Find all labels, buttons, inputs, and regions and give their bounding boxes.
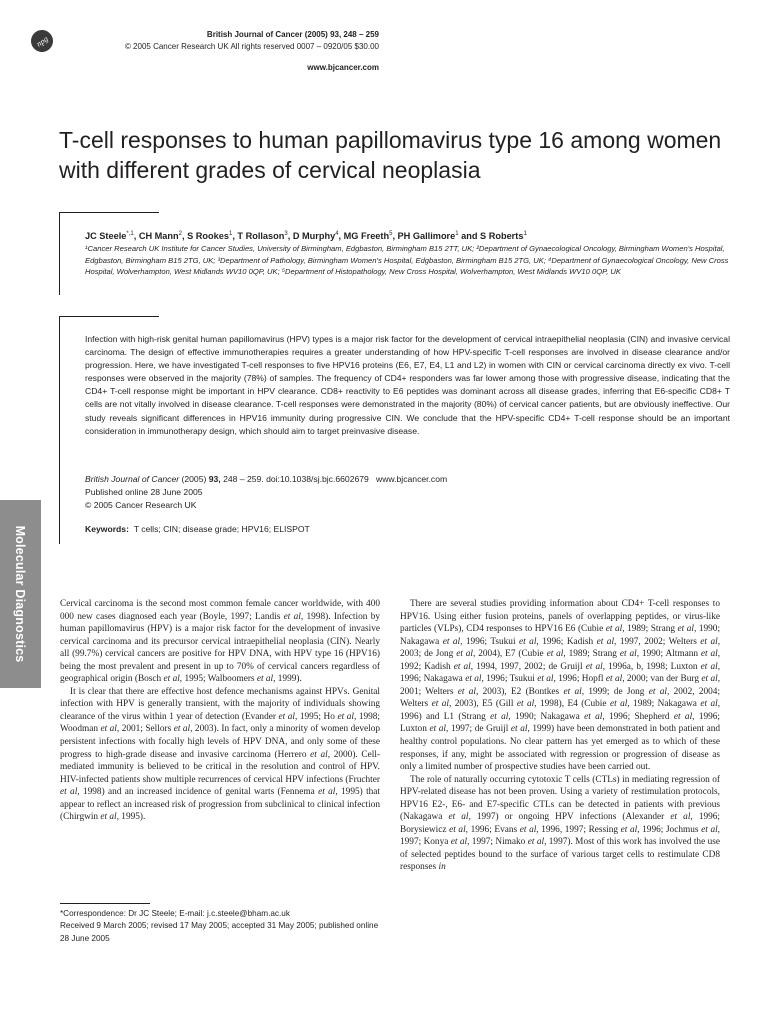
author-list: JC Steele$^{*,1}$, CH Mann$^2$, S Rookes$^1$, T Rollason$^3$, D Murphy$^4$, MG Freeth$^5$, PH Gallimore$^1$ and S Roberts$^1$ (85, 231, 527, 242)
affiliations: ¹Cancer Research UK Institute for Cancer Studies, University of Birmingham, Edgbaston, Birmingham B15 2TT, UK; ²Department of Gynaecological Oncology, Birmingham Women's Hospital, Edgbaston, Birmingham B15 2TG, UK; ³Department of Pathology, Birmingham Women's Hospital, Edgbaston, Birmingham B15 2TG, UK; ⁴Department of Gynaecological Oncology, New Cross Hospital, Wolverhampton, West Midlands WV10 0QP, UK; ⁵Department of Histopathology, New Cross Hospital, Wolverhampton, West Midlands WV10 0QP, UK (85, 244, 729, 277)
journal-url[interactable]: www.bjcancer.com (307, 63, 379, 72)
abstract-top-rule (59, 316, 159, 317)
abstract: Infection with high-risk genital human papillomavirus (HPV) types is a major risk factor for the development of cervical intraepithelial neoplasia (CIN) and invasive cervical carcinoma. The design of effective immunotherapies requires a greater understanding of how HPV-specific T-cell responses are involved in disease clearance and/or progression. Here, we have investigated T-cell responses to five HPV16 proteins (E6, E7, E4, L1 and L2) in women with CIN or cervical carcinoma directly ex vivo. T-cell responses were observed in the majority (78%) of samples. The frequency of CD4+ responders was far lower among those with progressive disease, indicating that the CD4+ T-cell response might be important in HPV clearance. CD8+ reactivity to E6 peptides was dominant across all disease grades, inferring that E6-specific CD8+ T cells are not vitally involved in disease clearance. T-cell responses were demonstrated in the majority (80%) of cervical cancer patients, but are obviously ineffective. Our study reveals significant differences in HPV16 immunity during progressive CIN. We conclude that the HPV-specific CD4+ T-cell response should be an important consideration in immunotherapy design, which should aim to target preinvasive disease. (85, 334, 730, 436)
article-title: T-cell responses to human papillomavirus type 16 among women with different grades of cervical neoplasia (59, 127, 722, 183)
body-column-left (60, 598, 380, 824)
published-date: Published online 28 June 2005 (85, 487, 203, 497)
abstract-rule (59, 316, 60, 544)
citation-url[interactable]: www.bjcancer.com (376, 474, 448, 484)
footnote (60, 908, 380, 945)
keywords: Keywords: T cells; CIN; disease grade; HPV16; ELISPOT (85, 524, 310, 534)
author-block-top-rule (59, 212, 159, 213)
body-paragraph: There are several studies providing information about CD4+ T-cell responses to HPV16. Using either fusion proteins, panels of overlapping peptides, or virus-like particles (VLPs), CD4 responses to HPV16 E6 (Cubie et al, 1989; Strang et al, 1990; Nakagawa et al, 1996; Tsukui et al, 1996; Kadish et al, 1997, 2002; Welters et al, 2003; de Jong et al, 2004), E7 (Cubie et al, 1989; Strang et al, 1990; Altmann et al, 1992; Kadish et al, 1994, 1997, 2002; de Gruijl et al, 1996a, b, 1998; Luxton et al, 1996; Nakagawa et al, 1996; Tsukui et al, 1996; Hopfl et al, 2000; van der Burg et al, 2001; Welters et al, 2003), E2 (Bontkes et al, 1999; de Jong et al, 2002, 2004; Welters et al, 2003), E5 (Gill et al, 1998), E4 (Cubie et al, 1989; Nakagawa et al, 1996) and L1 (Strang et al, 1990; Nakagawa et al, 1996; Shepherd et al, 1996; Luxton et al, 1997; de Gruijl et al, 1999) have been demonstrated in both patient and healthy control populations. No clear pattern has yet emerged as to which of these responses, if any, might be associated with regression or progression of disease as only a limited number of prospective studies have been carried out. (400, 599, 721, 773)
copyright-line: © 2005 Cancer Research UK (85, 500, 197, 510)
body-paragraph: The role of naturally occurring cytotoxic T cells (CTLs) in mediating regression of HPV-related disease has not been proven. Using a variety of restimulation protocols, HPV16 E2-, E6- and E7-specific CTLs can be detected in patients with previous (Nakagawa et al, 1997) or ongoing HPV infections (Alexander et al, 1996; Borysiewicz et al, 1996; Evans et al, 1996, 1997; Ressing et al, 1996; Jochmus et al, 1997; Konya et al, 1997; Nimako et al, 1997). Most of this work has involved the use of selected peptides bound to the surface of various target cells to restimulate CD8 responses in (400, 774, 721, 873)
received-dates: Received 9 March 2005; revised 17 May 2005; accepted 31 May 2005; published online 28 June 2005 (60, 921, 379, 943)
citation-line: British Journal of Cancer (2005) 93, 248 – 259. doi:10.1038/sj.bjc.6602679 www.bjcancer.com (85, 474, 448, 484)
body-paragraph: It is clear that there are effective host defence mechanisms against HPVs. Genital infection with HPV is generally transient, with the majority of individuals showing clearance of the virus within 1 year of detection (Evander et al, 1995; Ho et al, 1998; Woodman et al, 2001; Sellors et al, 2003). In fact, only a minority of women develop persistent infections with focally high levels of HPV DNA, and only some of these progress to high-grade disease and invasive carcinoma (Herrero et al, 2000). Cell-mediated immunity is believed to be critical in the resolution and control of HPV. HIV-infected patients show multiple recurrences of cervical HPV infections (Fruchter et al, 1998) and an increased incidence of genital warts (Fennema et al, 1995) that appear to reflect an increased risk of progression from subclinical to clinical infection (Chirgwin et al, 1995). (60, 686, 381, 823)
correspondence-note: *Correspondence: Dr JC Steele; E-mail: j.c.steele@bham.ac.uk (60, 909, 290, 918)
section-side-tab-label: Molecular Diagnostics (13, 525, 27, 663)
journal-header: British Journal of Cancer (2005) 93, 248 – 259 (206, 30, 379, 39)
author-block-rule (59, 212, 60, 295)
body-column-right (400, 598, 720, 874)
footnote-rule (60, 903, 150, 904)
section-side-tab (0, 500, 41, 688)
body-paragraph: Cervical carcinoma is the second most common female cancer worldwide, with 400 000 new cases diagnosed each year (Boyle, 1997; Landis et al, 1998). Infection by human papillomavirus (HPV) is a major risk factor for the development of invasive cervical carcinoma and its precursor cervical intraepithelial neoplasia (CIN). Nearly all (99.7%) cervical cancers are positive for HPV DNA, with HPV type 16 (HPV16) being the most prevalent and present in up to 70% of cervical cancers regardless of geographical origin (Bosch et al, 1995; Walboomers et al, 1999). (60, 599, 381, 685)
npg-logo: npg (27, 26, 58, 57)
copyright-header: © 2005 Cancer Research UK All rights reserved 0007 – 0920/05 $30.00 (124, 42, 379, 51)
